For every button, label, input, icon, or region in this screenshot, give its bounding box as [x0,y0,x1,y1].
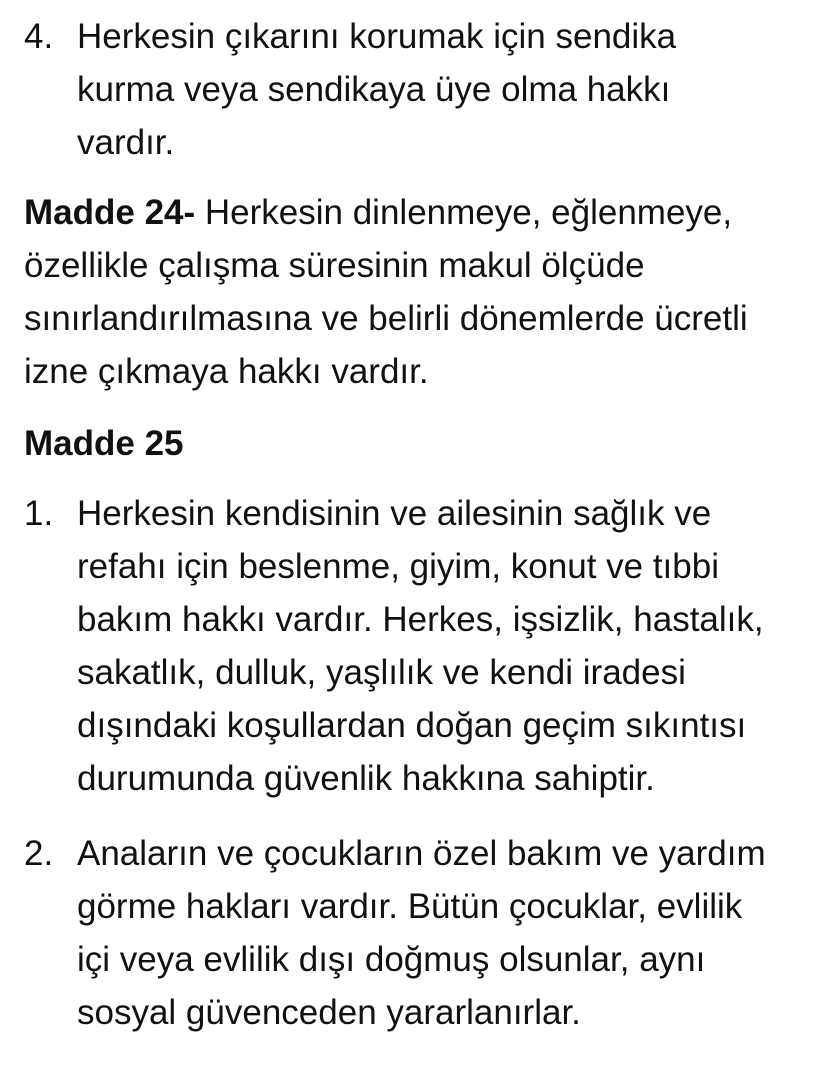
list-item-line: sosyal güvenceden yararlanırlar. [77,993,581,1032]
article-25-title: Madde 25 [24,424,184,463]
article-24-line: özellikle çalışma süresinin makul ölçüde [24,246,645,285]
list-item-line: Anaların ve çocukların özel bakım ve yardım [77,834,766,873]
list-item-line: Herkesin çıkarını korumak için sendika [77,17,677,56]
article-24-line: izne çıkmaya hakkı vardır. [24,352,429,391]
list-item-line: dışındaki koşullardan doğan geçim sıkıntısı [77,706,747,745]
list-item-line: sakatlık, dulluk, yaşlılık ve kendi iradesi [77,653,686,692]
document-page [24,10,824,1039]
list-item-line: vardır. [77,123,175,162]
article-24-line: Herkesin dinlenmeye, eğlenmeye, [195,193,733,232]
list-item-text [77,827,824,1039]
article-24-title: Madde 24- [24,193,196,232]
list-item-number: 4. [24,17,54,56]
list-item-line: bakım hakkı vardır. Herkes, işsizlik, hastalık, [77,600,764,639]
list-item-text [77,10,824,169]
article-24-line: sınırlandırılmasına ve belirli dönemlerde ücretli [24,299,748,338]
list-item-number: 2. [24,834,54,873]
article-23-list [24,10,824,169]
list-item-line: refahı için beslenme, giyim, konut ve tıbbi [77,547,719,586]
list-item-number: 1. [24,494,54,533]
list-item-line: görme hakları vardır. Bütün çocuklar, evlilik [77,887,743,926]
list-item-line: kurma veya sendikaya üye olma hakkı [77,70,671,109]
article-25-heading-section [24,417,824,470]
article-24-paragraph [24,186,824,398]
article-25-list [24,487,824,1039]
list-item-line: içi veya evlilik dışı doğmuş olsunlar, aynı [77,940,706,979]
list-item-text [77,487,824,805]
list-item-line: Herkesin kendisinin ve ailesinin sağlık ve [77,494,712,533]
list-item [24,487,824,805]
list-item [24,10,824,169]
list-item [24,827,824,1039]
list-item-line: durumunda güvenlik hakkına sahiptir. [77,759,655,798]
article-24-first-line [24,186,824,239]
